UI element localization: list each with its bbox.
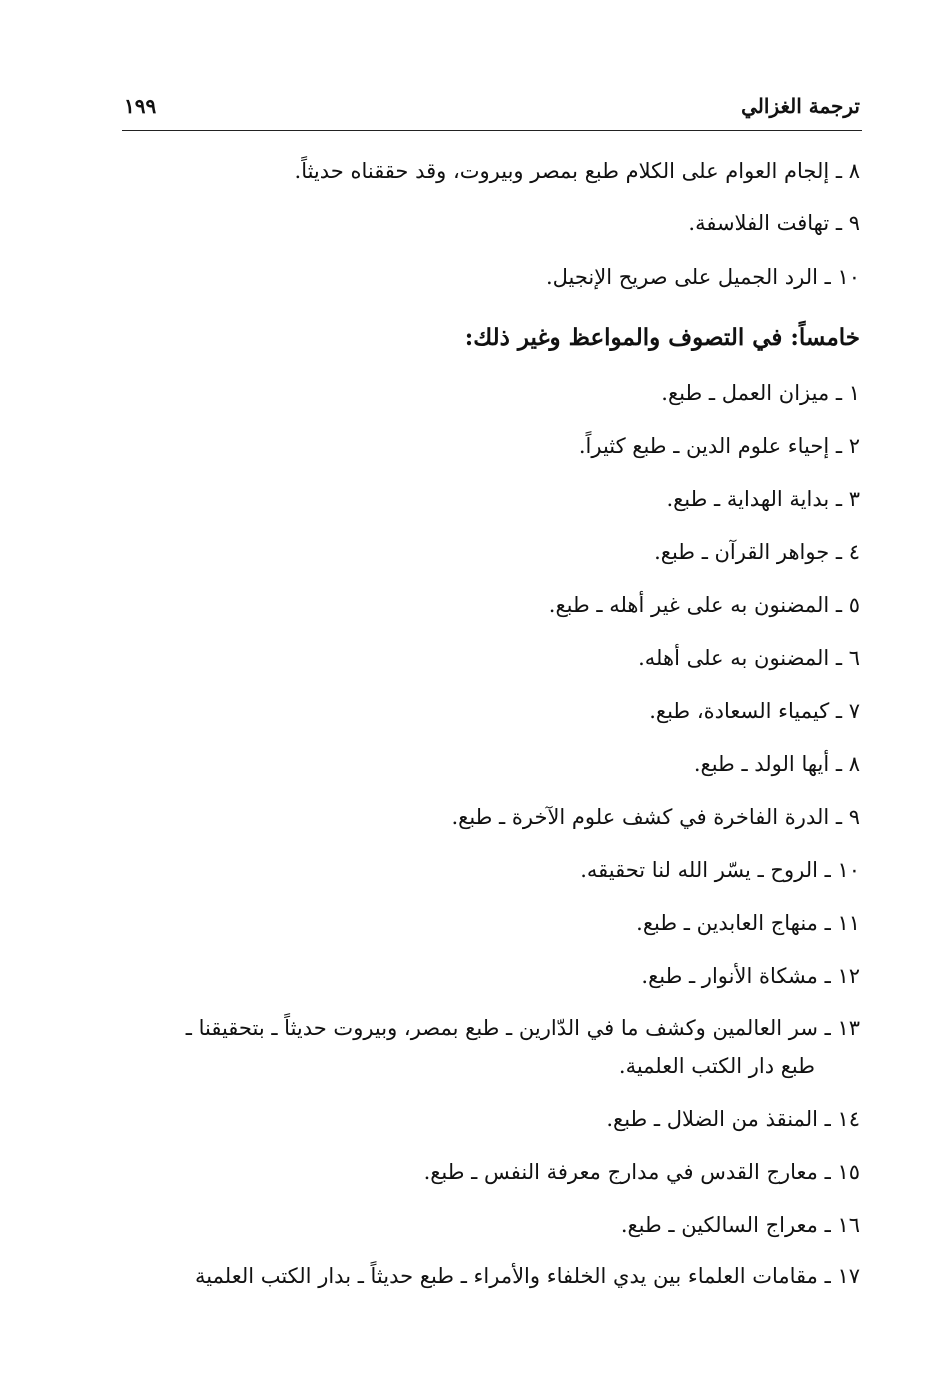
list-item: ١٣ ـ سر العالمين وكشف ما في الدّارين ـ طبع بمصر، وبيروت حديثاً ـ بتحقيقنا ـ xyxy=(185,1016,860,1040)
list-item: ١٥ ـ معارج القدس في مدارج معرفة النفس ـ طبع. xyxy=(423,1160,860,1184)
list-item: ٤ ـ جواهر القرآن ـ طبع. xyxy=(654,540,860,564)
list-item: ٧ ـ كيمياء السعادة، طبع. xyxy=(649,699,860,723)
section-heading: خامساً: في التصوف والمواعظ وغير ذلك: xyxy=(464,324,860,351)
running-title: ترجمة الغزالي xyxy=(741,94,860,118)
list-item: ١٢ ـ مشكاة الأنوار ـ طبع. xyxy=(641,964,860,988)
page-number: ١٩٩ xyxy=(124,94,157,118)
list-item: ١٤ ـ المنقذ من الضلال ـ طبع. xyxy=(606,1107,860,1131)
list-item: ١٠ ـ الرد الجميل على صريح الإنجيل. xyxy=(545,265,860,289)
list-item: ١٠ ـ الروح ـ يسّر الله لنا تحقيقه. xyxy=(580,858,860,882)
list-item: ١٧ ـ مقامات العلماء بين يدي الخلفاء والأمراء ـ طبع حديثاً ـ بدار الكتب العلمية xyxy=(195,1264,860,1288)
list-item: ٨ ـ أيها الولد ـ طبع. xyxy=(693,752,860,776)
list-item: ١ ـ ميزان العمل ـ طبع. xyxy=(661,381,860,405)
list-item: ٢ ـ إحياء علوم الدين ـ طبع كثيراً. xyxy=(578,434,860,458)
list-item: ٦ ـ المضنون به على أهله. xyxy=(638,646,860,670)
list-item: ٩ ـ الدرة الفاخرة في كشف علوم الآخرة ـ طبع. xyxy=(451,805,860,829)
list-item: ٥ ـ المضنون به على غير أهله ـ طبع. xyxy=(548,593,860,617)
list-item: ١٦ ـ معراج السالكين ـ طبع. xyxy=(620,1213,860,1237)
list-item: ٩ ـ تهافت الفلاسفة. xyxy=(688,211,860,235)
list-item: ٨ ـ إلجام العوام على الكلام طبع بمصر وبيروت، وقد حققناه حديثاً. xyxy=(294,159,860,183)
page-header xyxy=(122,92,862,131)
list-item-continuation: طبع دار الكتب العلمية. xyxy=(618,1054,815,1078)
list-item: ١١ ـ منهاج العابدين ـ طبع. xyxy=(636,911,860,935)
list-item: ٣ ـ بداية الهداية ـ طبع. xyxy=(666,487,860,511)
